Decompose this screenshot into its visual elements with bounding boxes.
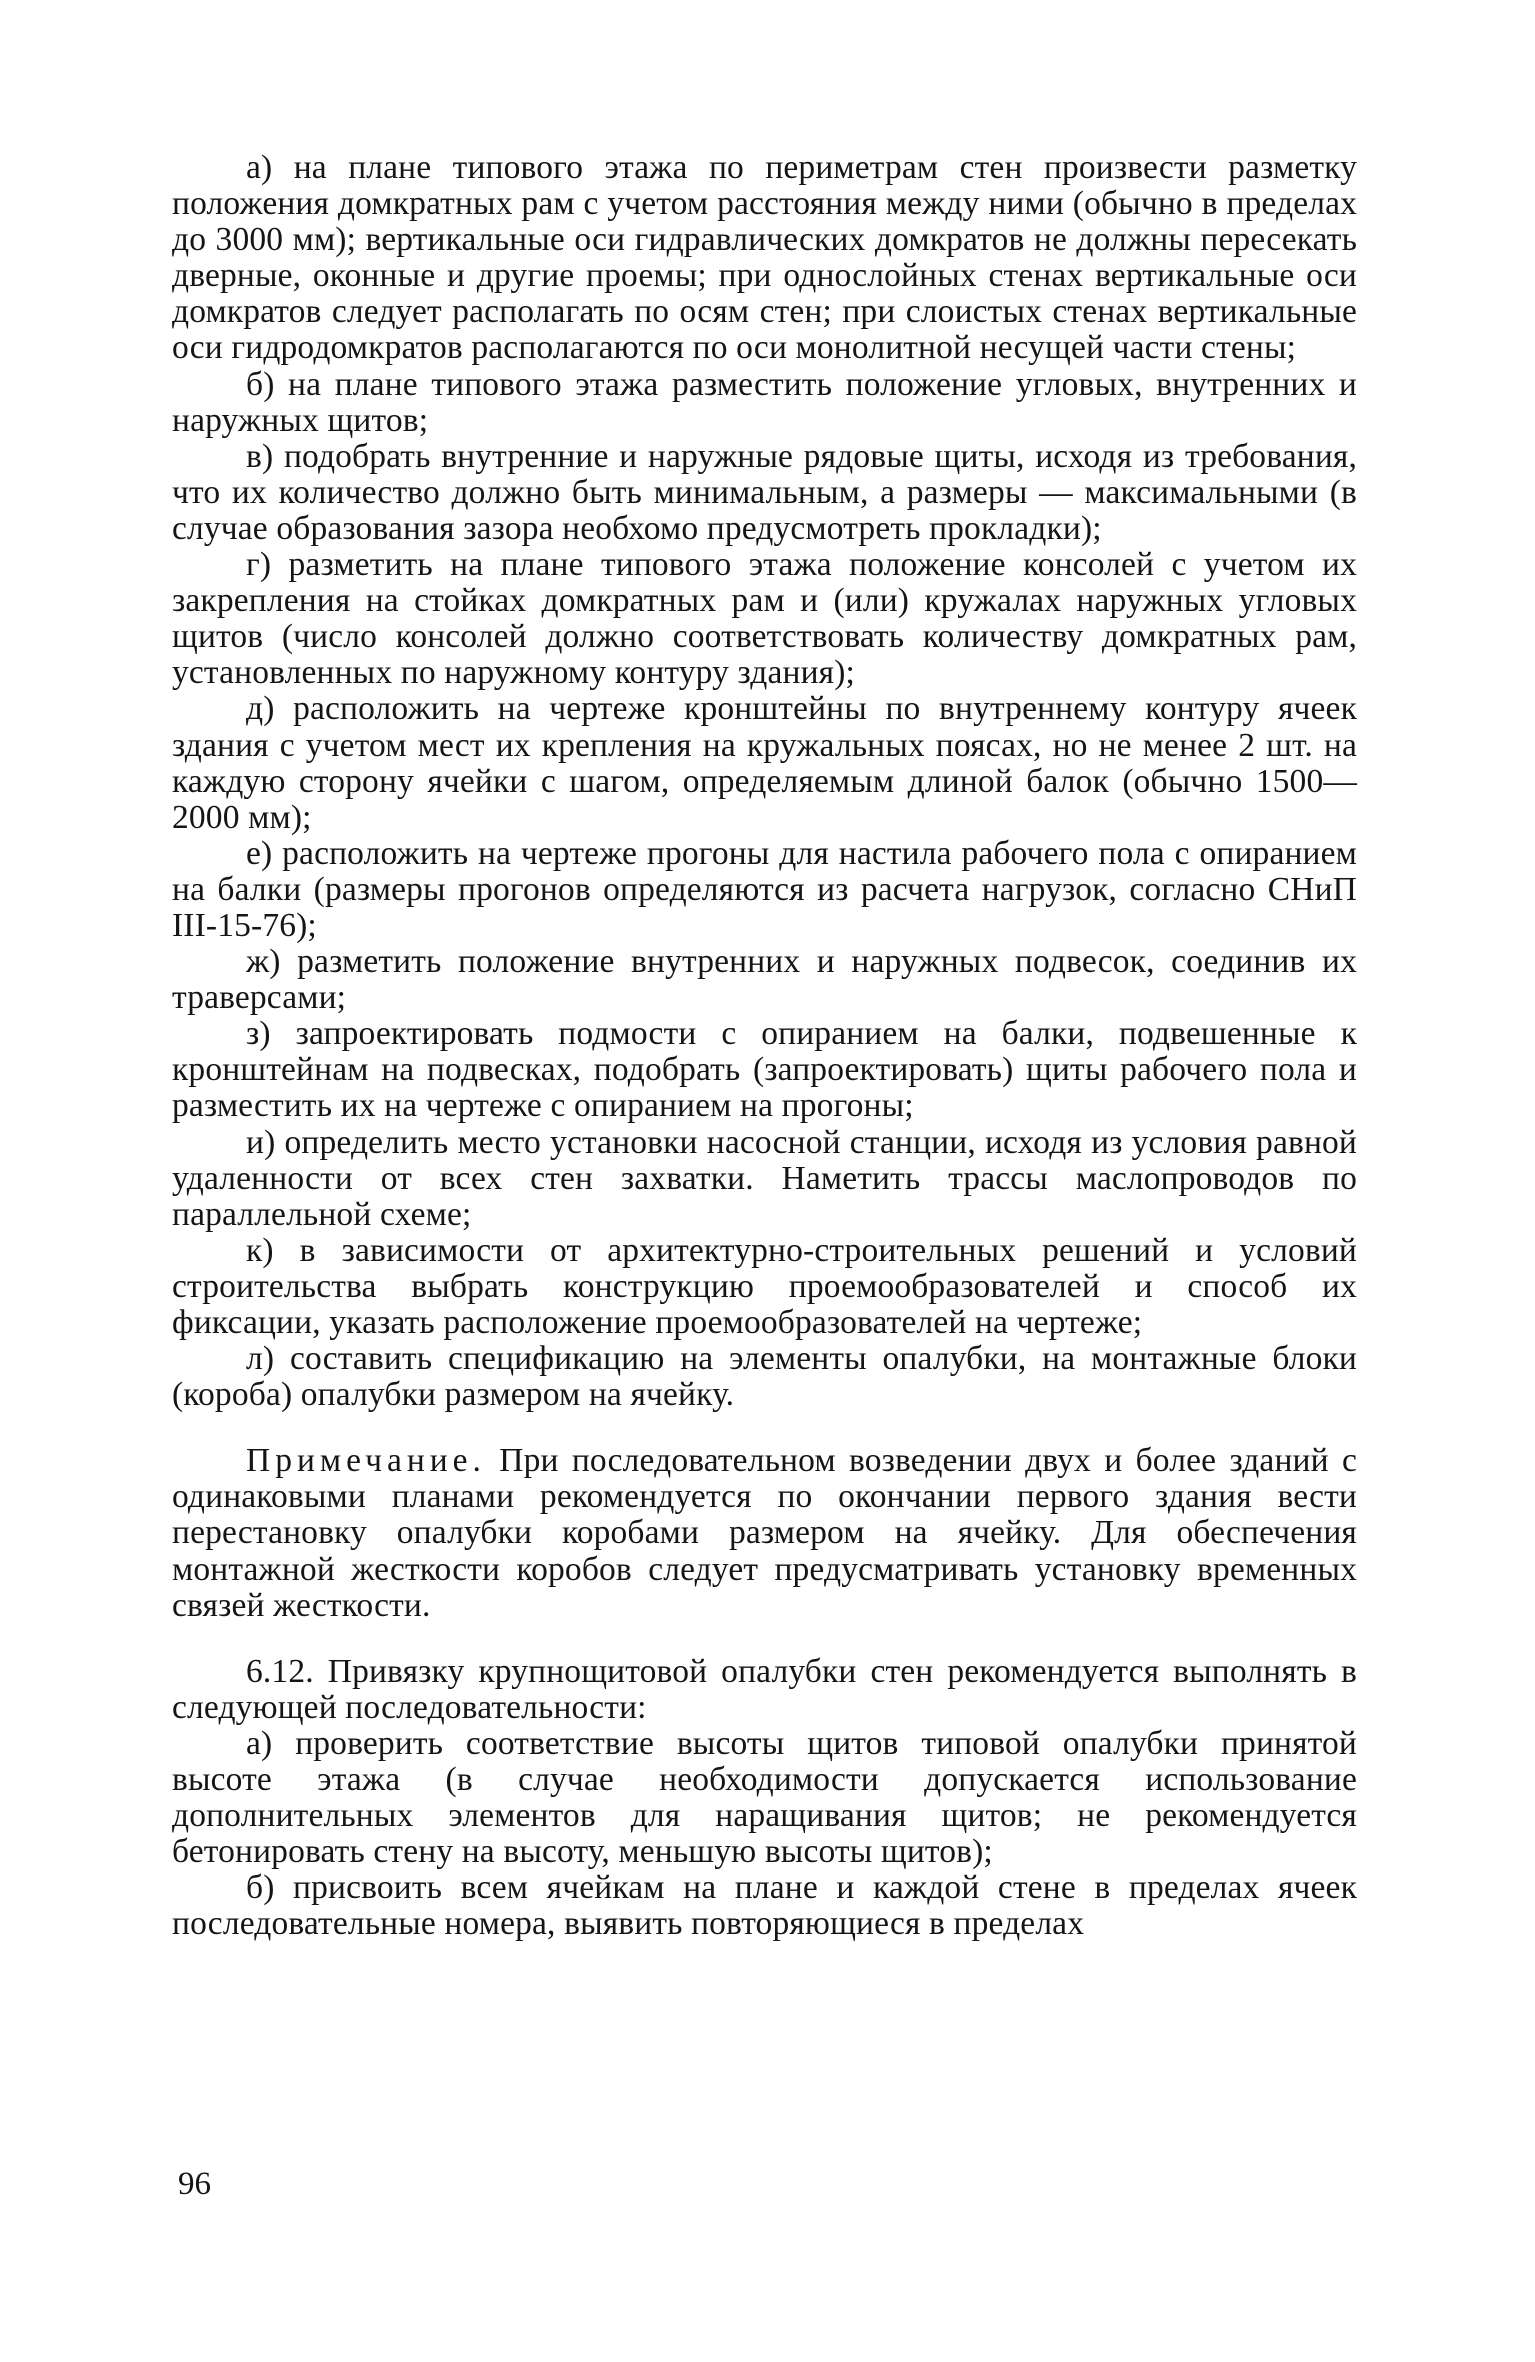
list-item-v: в) подобрать внутренние и наружные рядовые щиты, исходя из требования, что их количество должно быть минимальным, а размеры — максимальными (в случае образования зазора необхомо предусмотреть прокладки); — [172, 437, 1357, 547]
note-label: Примечание. — [246, 1442, 486, 1480]
section-6-12-item-b: б) присвоить всем ячейкам на плане и каждой стене в пределах ячеек последовательные номера, выявить повторяющиеся в пределах — [172, 1869, 1357, 1943]
section-6-12-heading: 6.12. Привязку крупнощитовой опалубки стен рекомендуется выполнять в следующей последовательности: — [172, 1652, 1357, 1726]
note-paragraph — [172, 1443, 1357, 1623]
list-item-l: л) составить спецификацию на элементы опалубки, на монтажные блоки (короба) опалубки размером на ячейку. — [172, 1340, 1357, 1414]
page-body — [172, 150, 1357, 1943]
list-item-d: д) расположить на чертеже кронштейны по внутреннему контуру ячеек здания с учетом мест их крепления на кружальных поясах, но не менее 2 шт. на каждую сторону ячейки с шагом, определяемым длиной балок (обычно 1500—2000 мм); — [172, 690, 1357, 836]
list-item-a: а) на плане типового этажа по периметрам стен произвести разметку положения домкратных рам с учетом расстояния между ними (обычно в пределах до 3000 мм); вертикальные оси гидравлических домкратов не должны пересекать дверные, оконные и другие проемы; при однослойных стенах вертикальные оси домкратов следует располагать по осям стен; при слоистых стенах вертикальные оси гидродомкратов располагаются по оси монолитной несущей части стены; — [172, 149, 1357, 367]
list-item-b: б) на плане типового этажа разместить положение угловых, внутренних и наружных щитов; — [172, 365, 1357, 439]
list-item-zh: ж) разметить положение внутренних и наружных подвесок, соединив их траверсами; — [172, 943, 1357, 1017]
list-item-i: и) определить место установки насосной станции, исходя из условия равной удаленности от всех стен захватки. Наметить трассы маслопроводов по параллельной схеме; — [172, 1123, 1357, 1233]
list-item-g: г) разметить на плане типового этажа положение консолей с учетом их закрепления на стойках домкратных рам и (или) кружалах наружных угловых щитов (число консолей должно соответствовать количеству домкратных рам, установленных по наружному контуру здания); — [172, 546, 1357, 692]
list-item-k: к) в зависимости от архитектурно-строительных решений и условий строительства выбрать конструкцию проемообразователей и способ их фиксации, указать расположение проемообразователей на чертеже; — [172, 1231, 1357, 1341]
list-item-e: е) расположить на чертеже прогоны для настила рабочего пола с опиранием на балки (размеры прогонов определяются из расчета нагрузок, согласно СНиП III-15-76); — [172, 834, 1357, 944]
section-6-12-item-a: а) проверить соответствие высоты щитов типовой опалубки принятой высоте этажа (в случае необходимости допускается использование дополнительных элементов для наращивания щитов; не рекомендуется бетонировать стену на высоту, меньшую высоты щитов); — [172, 1724, 1357, 1871]
page-number: 96 — [178, 2166, 211, 2202]
note-text: При последовательном возведении двух и более зданий с одинаковыми планами рекомендуется по окончании первого здания вести перестановку опалубки коробами размером на ячейку. Для обеспечения монтажной жесткости коробов следует предусматривать установку временных связей жесткости. — [172, 1442, 1357, 1624]
list-item-z: з) запроектировать подмости с опиранием на балки, подвешенные к кронштейнам на подвесках, подобрать (запроектировать) щиты рабочего пола и разместить их на чертеже с опиранием на прогоны; — [172, 1015, 1357, 1125]
